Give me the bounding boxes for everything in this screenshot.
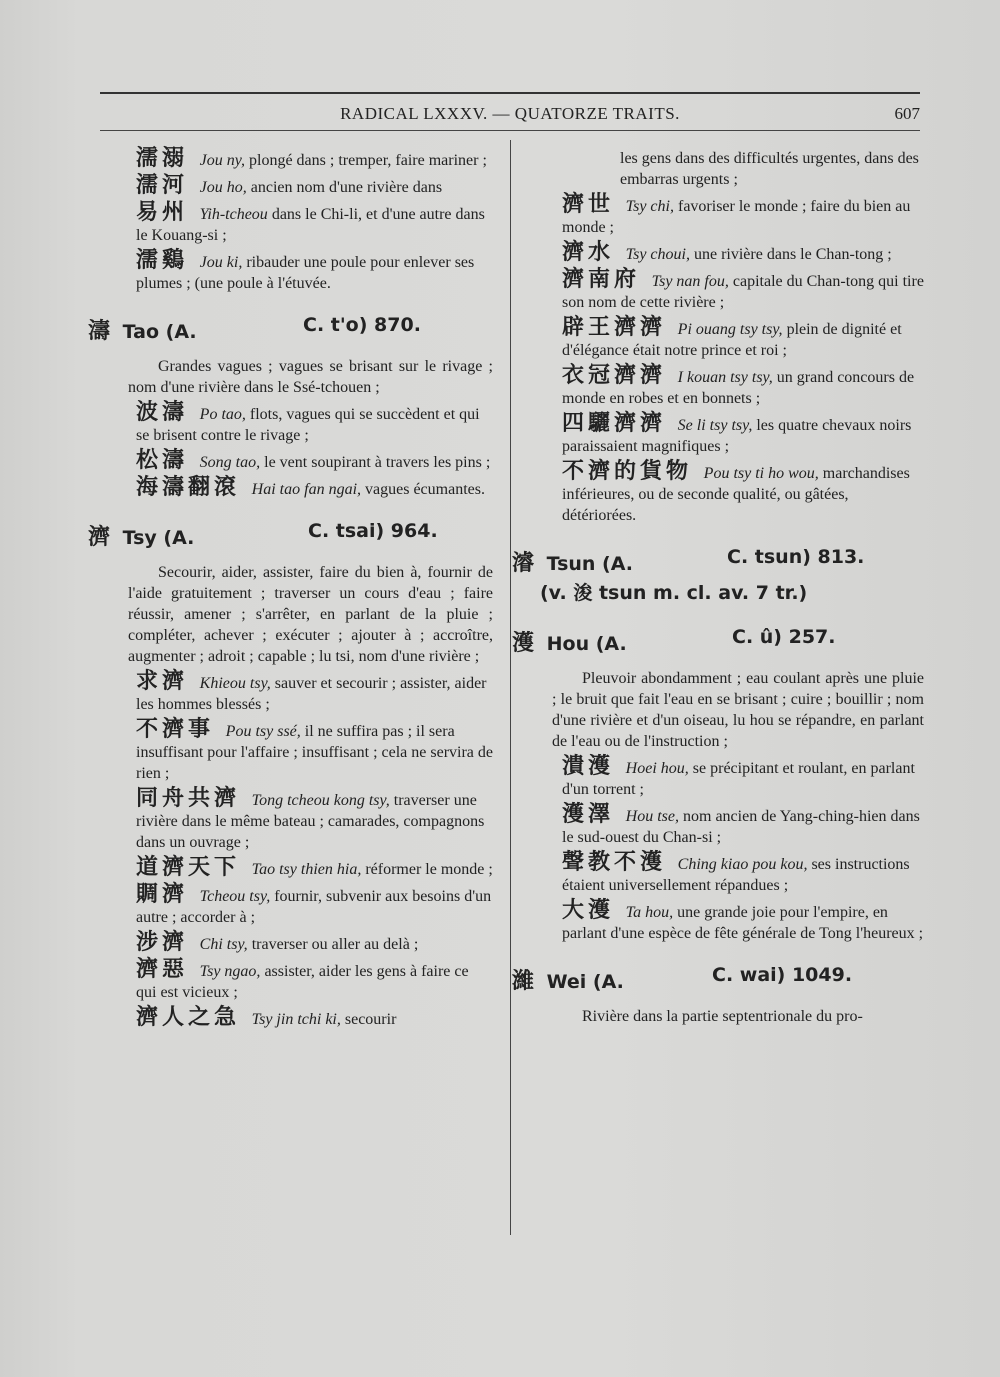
romanization: Se li tsy tsy, [677,417,753,434]
entry-heading-tsy [88,520,493,548]
dictionary-sub-entry [88,148,493,171]
romanization: Tsy jin tchi ki, [251,1011,341,1028]
romanization: Song tao, [199,454,261,471]
romanization: Hai tao fan ngai, [251,481,362,498]
dictionary-sub-entry [512,365,924,409]
page-number: 607 [894,104,920,123]
chinese-term: 辟王濟濟 [562,315,678,340]
dictionary-sub-entry [512,269,924,313]
chinese-term: 賙濟 [136,882,200,907]
definition-text: vagues écumantes. [361,481,485,498]
chinese-term: 濟惡 [136,957,200,982]
chinese-term: 濟南府 [562,267,652,292]
chinese-term: 道濟天下 [136,855,252,880]
heading-reference: C. tsun) 813. [727,546,865,568]
dictionary-sub-entry [512,194,924,238]
dictionary-sub-entry [512,413,924,457]
romanization: Jou ki, [199,254,243,271]
heading-name: Wei (A. [546,971,624,993]
romanization: Tsy chi, [625,198,674,215]
definition-text: se précipitant et roulant, en parlant d'un torrent ; [562,760,915,798]
continued-text: les gens dans des difficultés urgentes, dans des embarras urgents ; [620,150,919,188]
dictionary-sub-entry [88,175,493,198]
entry-heading-tao [88,314,493,342]
dictionary-sub-entry [88,250,493,294]
chinese-term: 濡鷄 [136,248,200,273]
left-column [88,148,493,1034]
column-divider [510,140,511,1235]
dictionary-sub-entry [88,450,493,473]
definition-text: plein de dignité et d'élégance était notre prince et roi ; [562,321,902,359]
romanization: Tsy nan fou, [651,273,729,290]
heading-character: 濬 [512,551,535,576]
definition-text: ses instructions étaient universellement répandues ; [562,856,910,894]
dictionary-sub-entry [512,852,924,896]
heading-name: Tsy (A. [122,527,195,549]
dictionary-sub-entry [88,932,493,955]
chinese-term: 海濤翻滾 [136,475,252,500]
romanization: Pi ouang tsy tsy, [677,321,783,338]
romanization: Jou ho, [199,179,247,196]
definition-paragraph: Rivière dans la partie septentrionale du pro- [582,1008,863,1025]
dictionary-sub-entry [88,477,493,500]
dictionary-sub-entry [512,900,924,944]
heading-character: 濟 [88,525,111,550]
chinese-term: 濡溺 [136,146,200,171]
chinese-term: 求濟 [136,669,200,694]
romanization: Tsy choui, [625,246,690,263]
definition-text: réformer le monde ; [361,861,493,878]
chinese-term: 松濤 [136,448,200,473]
chinese-term: 不濟的貨物 [562,459,704,484]
romanization: Pou tsy ssé, [225,723,301,740]
definition-text: capitale du Chan-tong qui tire son nom de cette rivière ; [562,273,924,311]
definition-paragraph: Grandes vagues ; vagues se brisant sur le rivage ; nom d'une rivière dans le Ssé-tchouen ; [128,358,493,396]
definition-text: traverser une rivière dans le même bateau ; camarades, compagnons dans un ouvrage ; [136,792,485,851]
heading-reference: C. wai) 1049. [712,964,853,986]
definition-text: sauver et secourir ; assister, aider les hommes blessés ; [136,675,487,713]
heading-name: Hou (A. [546,633,627,655]
definition-paragraph: Secourir, aider, assister, faire du bien à, fournir de l'aide gratuitement ; traverser un cours d'eau ; faire réussir, amener ; s'arrêter, en parlant de la pluie ; compléter, achever ; exécuter ; ajouter à ; accroître, augmenter ; adroit ; capable ; lu tsi, nom d'une rivière ; [128,564,493,665]
right-column [512,148,924,1031]
entry-heading-hou [512,626,924,654]
definition-text: plongé dans ; tremper, faire mariner ; [245,152,487,169]
header-rule [100,130,920,131]
chinese-term: 聲教不濩 [562,850,678,875]
dictionary-sub-entry [88,671,493,715]
definition-text: flots, vagues qui se succèdent et qui se brisent contre le rivage ; [136,406,480,444]
chinese-term: 衣冠濟濟 [562,363,678,388]
chinese-term: 不濟事 [136,717,226,742]
header-title: RADICAL LXXXV. — QUATORZE TRAITS. [340,104,680,123]
dictionary-sub-entry [512,317,924,361]
chinese-term: 濩澤 [562,802,626,827]
definition-text: une grande joie pour l'empire, en parlant d'une espèce de fête générale de Tong l'heureux ; [562,904,924,942]
definition-text: le vent soupirant à travers les pins ; [260,454,491,471]
definition-text: ancien nom d'une rivière dans [246,179,443,196]
chinese-term: 濟水 [562,240,626,265]
dictionary-sub-entry [512,242,924,265]
romanization: Pou tsy ti ho wou, [703,465,819,482]
definition-text: un grand concours de monde en robes et en bonnets ; [562,369,915,407]
chinese-term: 濟世 [562,192,626,217]
definition-text: ribauder une poule pour enlever ses plumes ; (une poule à l'étuvée. [136,254,475,292]
chinese-term: 潰濩 [562,754,626,779]
entry-heading-wei [512,964,924,992]
cross-reference-text: (v. 浚 tsun m. cl. av. 7 tr.) [540,582,808,604]
definition-text: traverser ou aller au delà ; [247,936,419,953]
definition-text: marchandises inférieures, ou de seconde qualité, ou gâtées, détériorées. [562,465,910,524]
chinese-term: 同舟共濟 [136,786,252,811]
dictionary-sub-entry [88,857,493,880]
definition-text: secourir [340,1011,397,1028]
romanization: Tsy ngao, [199,963,261,980]
heading-name: Tsun (A. [546,553,634,575]
dictionary-sub-entry [512,461,924,526]
right-entries-hou [512,756,924,944]
top-rule [100,92,920,94]
running-header [100,104,920,132]
heading-character: 濩 [512,631,535,656]
definition-text: nom ancien de Yang-ching-hien dans le sud-ouest du Chan-si ; [562,808,920,846]
heading-character: 濤 [88,319,111,344]
chinese-term: 四驪濟濟 [562,411,678,436]
romanization: Hoei hou, [625,760,689,777]
romanization: Khieou tsy, [199,675,271,692]
heading-reference: C. t'o) 870. [303,314,421,336]
heading-character: 濰 [512,969,535,994]
left-entries-tsy [88,671,493,1030]
romanization: Jou ny, [199,152,245,169]
dictionary-sub-entry [512,804,924,848]
romanization: Tao tsy thien hia, [251,861,362,878]
romanization: Yih-tcheou [199,206,268,223]
chinese-term: 濟人之急 [136,1005,252,1030]
definition-text: favoriser le monde ; faire du bien au monde ; [562,198,911,236]
cross-reference [512,578,924,606]
dictionary-sub-entry [88,884,493,928]
romanization: Ta hou, [625,904,674,921]
dictionary-sub-entry [88,719,493,784]
chinese-term: 大濩 [562,898,626,923]
chinese-term: 波濤 [136,400,200,425]
romanization: Tcheou tsy, [199,888,271,905]
romanization: Ching kiao pou kou, [677,856,808,873]
romanization: Tong tcheou kong tsy, [251,792,390,809]
definition-text: les quatre chevaux noirs paraissaient magnifiques ; [562,417,912,455]
dictionary-sub-entry [88,1007,493,1030]
left-entries-top [88,148,493,294]
definition-text: une rivière dans le Chan-tong ; [689,246,892,263]
dictionary-sub-entry [88,788,493,853]
dictionary-sub-entry [88,202,493,246]
definition-text: assister, aider les gens à faire ce qui est vicieux ; [136,963,469,1001]
romanization: Chi tsy, [199,936,248,953]
definition-text: dans le Chi-li, et d'une autre dans le Kouang-si ; [136,206,485,244]
chinese-term: 涉濟 [136,930,200,955]
entry-heading-tsun [512,546,924,574]
heading-name: Tao (A. [122,321,197,343]
left-entries-tao [88,402,493,500]
definition-paragraph: Pleuvoir abondamment ; eau coulant après une pluie ; le bruit que fait l'eau en se brisant ; cuire ; bouillir ; nom d'une rivière et d'un oiseau, lu hou se répandre, en parlant de l'eau ou de l'instruction ; [552,670,924,750]
heading-reference: C. tsai) 964. [308,520,438,542]
chinese-term: 濡河 [136,173,200,198]
dictionary-sub-entry [88,402,493,446]
chinese-term: 易州 [136,200,200,225]
definition-text: fournir, subvenir aux besoins d'un autre ; accorder à ; [136,888,492,926]
romanization: Po tao, [199,406,246,423]
right-entries-tsy [512,194,924,526]
heading-reference: C. û) 257. [732,626,836,648]
romanization: I kouan tsy tsy, [677,369,773,386]
dictionary-sub-entry [88,959,493,1003]
dictionary-sub-entry [512,756,924,800]
romanization: Hou tse, [625,808,679,825]
definition-text: il ne suffira pas ; il sera insuffisant pour l'affaire ; insuffisant ; cela ne servira de rien ; [136,723,493,782]
